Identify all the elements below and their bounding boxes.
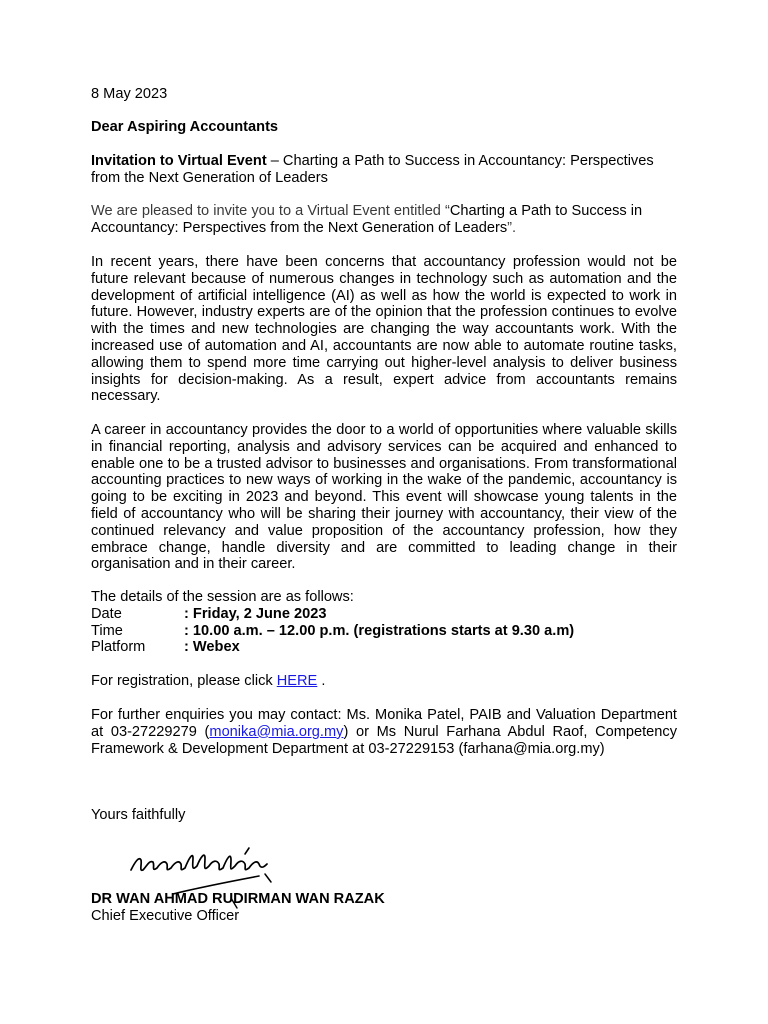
- enquiries-paragraph: [91, 707, 677, 757]
- subject-text: – Charting a Path to Success in Accountancy: Perspectives from the Next Generation of Leaders: [91, 153, 654, 186]
- detail-label: Date: [91, 605, 122, 622]
- email-link-monika[interactable]: monika@mia.org.my: [209, 723, 344, 740]
- detail-row-platform: [91, 639, 677, 656]
- signatory-title: Chief Executive Officer: [91, 908, 240, 924]
- salutation: Dear Aspiring Accountants: [91, 119, 279, 135]
- letter-page: [91, 0, 677, 1024]
- subject-line: [91, 153, 677, 187]
- registration-suffix: .: [317, 673, 326, 689]
- intro-part2: ”.: [507, 219, 517, 236]
- detail-value: : Friday, 2 June 2023: [184, 605, 327, 622]
- signatory-name: DR WAN AHMAD RUDIRMAN WAN RAZAK: [91, 891, 385, 907]
- enquiries-part2: ) or Ms Nurul Farhana Abdul Raof, Competency Framework & Development Department at 03-27229153 (farhana@mia.org.my): [91, 723, 677, 757]
- registration-text: For registration, please click: [91, 673, 277, 689]
- intro-part1: We are pleased to invite you to a Virtual Event entitled “: [91, 203, 450, 219]
- detail-value: : 10.00 a.m. – 12.00 p.m. (registrations starts at 9.30 a.m): [184, 622, 575, 639]
- detail-value: : Webex: [184, 639, 240, 656]
- closing-line: Yours faithfully: [91, 807, 186, 823]
- event-title: Charting a Path to Success in Accountancy: Perspectives from the Next Generation of Leaders: [91, 203, 643, 236]
- session-details: [91, 589, 677, 656]
- detail-row-time: [91, 623, 677, 640]
- detail-label: Time: [91, 622, 123, 639]
- registration-line: [91, 673, 677, 690]
- subject-label: Invitation to Virtual Event: [91, 153, 267, 169]
- registration-link[interactable]: HERE: [276, 673, 318, 689]
- intro-paragraph: [91, 203, 677, 237]
- detail-label: Platform: [91, 639, 146, 656]
- letter-date: 8 May 2023: [91, 86, 168, 102]
- details-intro: The details of the session are as follows:: [91, 589, 354, 605]
- paragraph-technology: In recent years, there have been concerns that accountancy profession would not be future relevant because of numerous changes in technology such as automation and the development of artificial intelligence (AI) as well as how the world is expected to work in future. However, industry experts are of the opinion that the profession continues to evolve with the times and new technologies are changing the way accountants work. With the increased use of automation and AI, accountants are now able to automate routine tasks, allowing them to spend more time carrying out higher-level analysis to deliver business insights for decision-making. As a result, expert advice from accountants remains necessary.: [91, 254, 677, 405]
- paragraph-career: A career in accountancy provides the door to a world of opportunities where valuable skills in financial reporting, analysis and advisory services can be acquired and enhanced to enable one to be a trusted advisor to businesses and organisations. From transformational accounting practices to new ways of working in the wake of the pandemic, accountancy is going to be exciting in 2023 and beyond. This event will showcase young talents in the field of accountancy who will be sharing their journey with accountancy, their view of the continued relevancy and value proposition of the accountancy profession, how they embrace change, handle diversity and are committed to leading change in their organisation and in their career.: [91, 422, 677, 573]
- enquiries-part1: For further enquiries you may contact: Ms. Monika Patel, PAIB and Valuation Department at 03-27229279 (: [91, 707, 677, 740]
- detail-row-date: [91, 606, 677, 623]
